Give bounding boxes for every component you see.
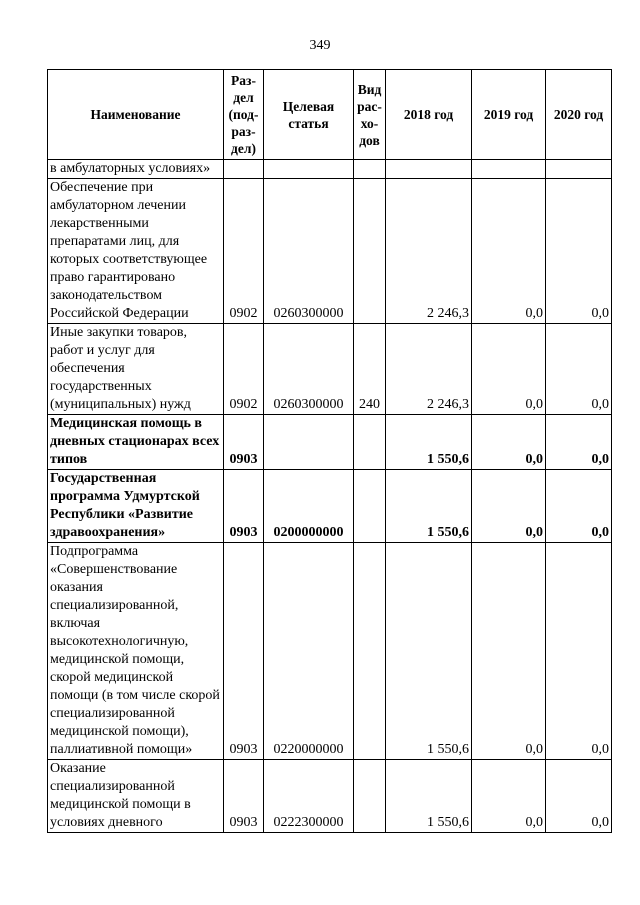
budget-table — [47, 69, 612, 833]
cell-expense — [354, 760, 386, 833]
cell-expense — [354, 160, 386, 179]
cell-name: Оказание специализированной медицинской помощи в условиях дневного — [48, 760, 224, 833]
cell-name: Государственная программа Удмуртской Республики «Развитие здравоохранения» — [48, 470, 224, 543]
cell-2018: 1 550,6 — [386, 760, 472, 833]
cell-section: 0903 — [224, 470, 264, 543]
cell-section: 0903 — [224, 543, 264, 760]
table-row — [48, 470, 612, 543]
header-name: Наименование — [48, 70, 224, 160]
cell-2020: 0,0 — [546, 760, 612, 833]
cell-2020: 0,0 — [546, 179, 612, 324]
cell-2019 — [472, 160, 546, 179]
cell-2019: 0,0 — [472, 179, 546, 324]
cell-2019: 0,0 — [472, 324, 546, 415]
cell-2020 — [546, 160, 612, 179]
header-expense — [354, 70, 386, 160]
cell-2018: 2 246,3 — [386, 324, 472, 415]
cell-target: 0222300000 — [264, 760, 354, 833]
header-target — [264, 70, 354, 160]
cell-2019: 0,0 — [472, 760, 546, 833]
header-2018: 2018 год — [386, 70, 472, 160]
table-row — [48, 543, 612, 760]
cell-2019: 0,0 — [472, 415, 546, 470]
cell-target: 0260300000 — [264, 179, 354, 324]
cell-name: Обеспечение при амбулаторном лечении лекарственными препаратами лиц, для которых соответствующее право гарантировано законодательством Российской Федерации — [48, 179, 224, 324]
cell-section: 0902 — [224, 179, 264, 324]
cell-expense — [354, 470, 386, 543]
cell-2019: 0,0 — [472, 470, 546, 543]
cell-expense: 240 — [354, 324, 386, 415]
table-row — [48, 160, 612, 179]
header-2020: 2020 год — [546, 70, 612, 160]
table-row — [48, 324, 612, 415]
cell-2018 — [386, 160, 472, 179]
cell-name: в амбулаторных условиях» — [48, 160, 224, 179]
cell-expense — [354, 415, 386, 470]
cell-expense — [354, 179, 386, 324]
header-row — [48, 70, 612, 160]
header-target-text: Целевая статья — [282, 98, 335, 131]
cell-name: Медицинская помощь в дневных стационарах всех типов — [48, 415, 224, 470]
cell-target: 0220000000 — [264, 543, 354, 760]
table-row — [48, 415, 612, 470]
header-section-text: Раз- дел (под- раз- дел) — [228, 73, 259, 156]
cell-2019: 0,0 — [472, 543, 546, 760]
cell-target — [264, 160, 354, 179]
cell-target: 0260300000 — [264, 324, 354, 415]
cell-2018: 1 550,6 — [386, 543, 472, 760]
cell-name: Подпрограмма «Совершенствование оказания специализированной, включая высокотехнологичную, медицинской помощи, скорой медицинской помощи (в том числе скорой специализированной медицинской помощи), паллиативной помощи» — [48, 543, 224, 760]
cell-section: 0902 — [224, 324, 264, 415]
page-number: 349 — [309, 38, 331, 53]
cell-2020: 0,0 — [546, 543, 612, 760]
table-body — [48, 160, 612, 833]
cell-target: 0200000000 — [264, 470, 354, 543]
table-row — [48, 179, 612, 324]
cell-name: Иные закупки товаров, работ и услуг для обеспечения государственных (муниципальных) нужд — [48, 324, 224, 415]
cell-2018: 1 550,6 — [386, 415, 472, 470]
cell-section — [224, 160, 264, 179]
cell-expense — [354, 543, 386, 760]
cell-section: 0903 — [224, 415, 264, 470]
cell-section: 0903 — [224, 760, 264, 833]
header-2019: 2019 год — [472, 70, 546, 160]
cell-2020: 0,0 — [546, 324, 612, 415]
cell-target — [264, 415, 354, 470]
header-expense-text: Вид рас- хо- дов — [357, 81, 382, 148]
cell-2018: 1 550,6 — [386, 470, 472, 543]
table-row — [48, 760, 612, 833]
cell-2018: 2 246,3 — [386, 179, 472, 324]
cell-2020: 0,0 — [546, 470, 612, 543]
header-section — [224, 70, 264, 160]
cell-2020: 0,0 — [546, 415, 612, 470]
